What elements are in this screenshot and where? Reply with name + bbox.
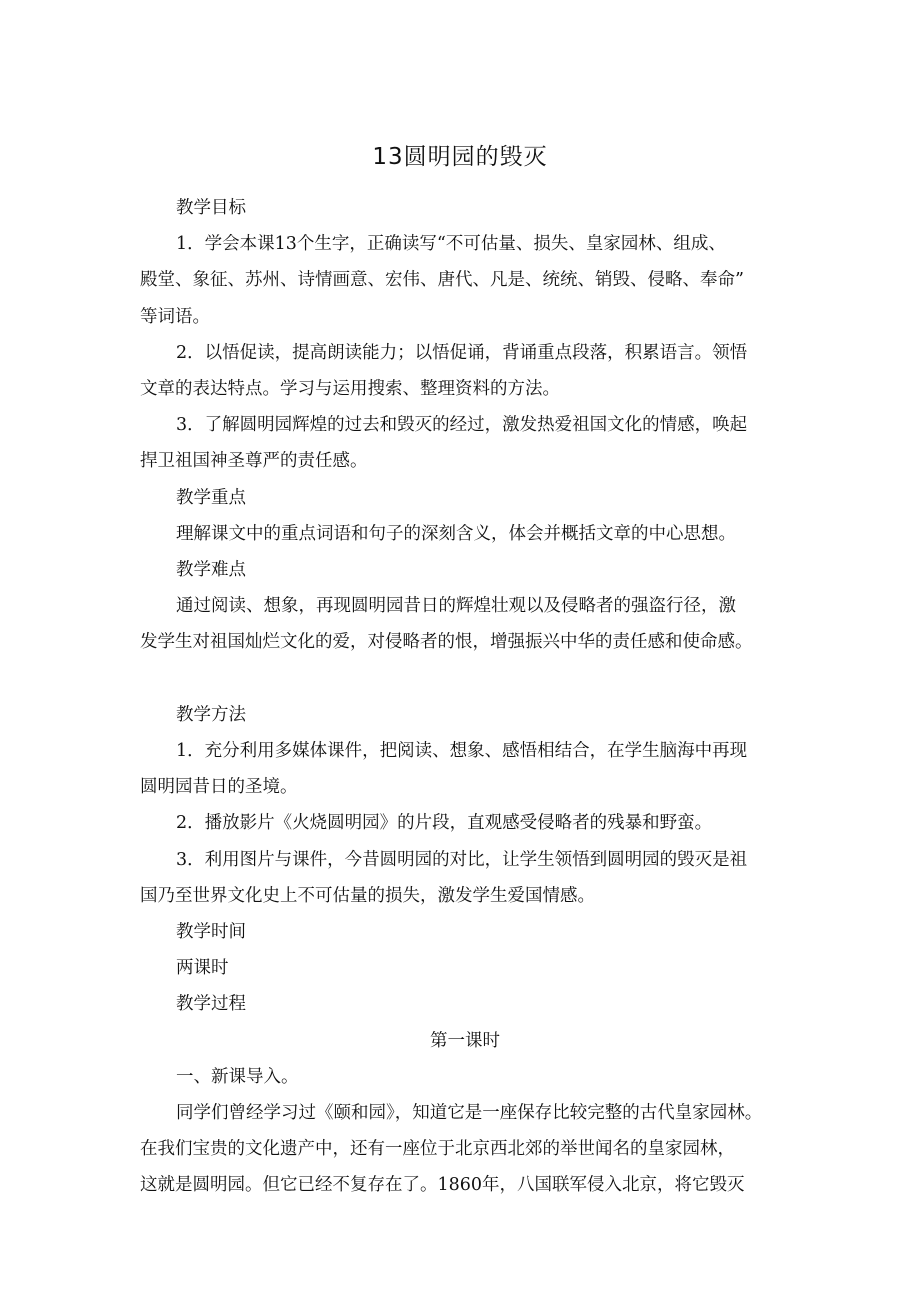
goal-1-line-2: 殿堂、象征、苏州、诗情画意、宏伟、唐代、凡是、统统、销毁、侵略、奉命” [140, 270, 744, 291]
goal-1-line-1: 1．学会本课13个生字，正确读写“不可估量、损失、皇家园林、组成、 [176, 234, 726, 255]
blank-line [140, 661, 790, 697]
section-introduction-heading: 一、新课导入。 [176, 1066, 299, 1087]
document-title: 13圆明园的毁灭 [372, 144, 548, 170]
goal-2-line-2: 文章的表达特点。学习与运用搜索、整理资料的方法。 [140, 379, 560, 400]
heading-teaching-goals: 教学目标 [176, 198, 246, 218]
introduction-line-1: 同学们曾经学习过《颐和园》，知道它是一座保存比较完整的古代皇家园林。 [176, 1103, 763, 1124]
teaching-time-value: 两课时 [176, 958, 229, 979]
method-1-line-1: 1．充分利用多媒体课件，把阅读、想象、感悟相结合，在学生脑海中再现 [176, 741, 748, 762]
goal-1-line-3: 等词语。 [140, 306, 210, 327]
difficulties-line-1: 通过阅读、想象，再现圆明园昔日的辉煌壮观以及侵略者的强盗行径，激 [176, 596, 736, 617]
lesson-one-heading: 第一课时 [430, 1030, 500, 1051]
document-body [140, 190, 790, 1204]
method-2-line-1: 2．播放影片《火烧圆明园》的片段，直观感受侵略者的残暴和野蛮。 [176, 813, 713, 834]
method-1-line-2: 圆明园昔日的圣境。 [140, 777, 298, 798]
heading-teaching-methods: 教学方法 [176, 704, 246, 725]
heading-teaching-time: 教学时间 [176, 922, 246, 943]
method-3-line-2: 国乃至世界文化史上不可估量的损失，激发学生爱国情感。 [140, 885, 595, 906]
heading-key-points: 教学重点 [176, 487, 246, 508]
key-points-text: 理解课文中的重点词语和句子的深刻含义，体会并概括文章的中心思想。 [176, 523, 736, 544]
introduction-line-3: 这就是圆明园。但它已经不复存在了。1860年，八国联军侵入北京，将它毁灭 [140, 1175, 745, 1196]
goal-3-line-2: 捍卫祖国神圣尊严的责任感。 [140, 451, 368, 472]
goal-3-line-1: 3．了解圆明园辉煌的过去和毁灭的经过，激发热爱祖国文化的情感，唤起 [176, 415, 748, 436]
goal-2-line-1: 2．以悟促读，提高朗读能力；以悟促诵，背诵重点段落，积累语言。领悟 [176, 342, 748, 363]
heading-teaching-process: 教学过程 [176, 994, 246, 1015]
introduction-line-2: 在我们宝贵的文化遗产中，还有一座位于北京西北郊的举世闻名的皇家园林， [140, 1139, 735, 1160]
heading-difficulties: 教学难点 [176, 560, 246, 581]
difficulties-line-2: 发学生对祖国灿烂文化的爱，对侵略者的恨，增强振兴中华的责任感和使命感。 [140, 632, 753, 653]
method-3-line-1: 3．利用图片与课件，今昔圆明园的对比，让学生领悟到圆明园的毁灭是祖 [176, 849, 748, 870]
